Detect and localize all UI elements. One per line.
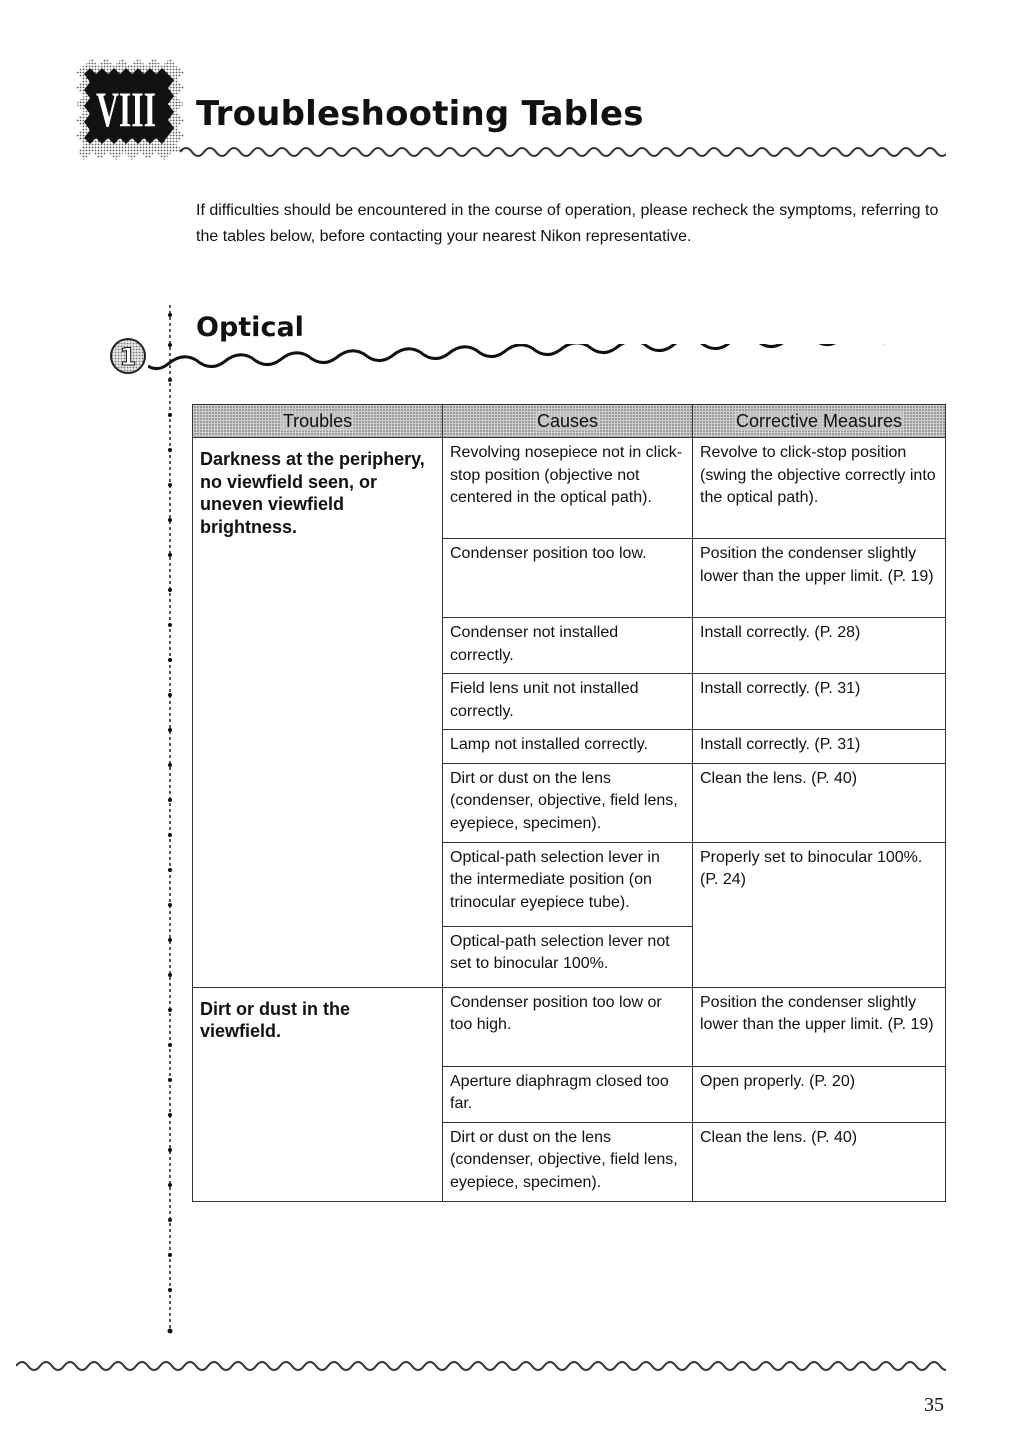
- section-number: 1: [119, 343, 137, 371]
- header-causes: Causes: [443, 405, 693, 438]
- dotted-margin-rule: [160, 305, 180, 1337]
- chapter-title: Troubleshooting Tables: [196, 94, 644, 134]
- header-troubles: Troubles: [193, 405, 443, 438]
- measure-cell: Clean the lens. (P. 40): [693, 763, 946, 842]
- trouble-cell: Dirt or dust in the viewfield.: [193, 987, 443, 1201]
- cause-cell: Aperture diaphragm closed too far.: [443, 1066, 693, 1122]
- trouble-cell: Darkness at the periphery, no viewfield seen, or uneven viewfield brightness.: [193, 438, 443, 988]
- cause-cell: Dirt or dust on the lens (condenser, objective, field lens, eyepiece, specimen).: [443, 1122, 693, 1201]
- intro-paragraph: If difficulties should be encountered in the course of operation, please recheck the symptoms, referring to the tables below, before contacting your nearest Nikon representative.: [196, 202, 939, 245]
- bottom-wavy-rule: [16, 1356, 946, 1376]
- measure-cell: Position the condenser slightly lower than the upper limit. (P. 19): [693, 539, 946, 618]
- cause-cell: Optical-path selection lever not set to binocular 100%.: [443, 926, 693, 987]
- cause-cell: Condenser not installed correctly.: [443, 618, 693, 674]
- title-wavy-underline: [180, 140, 946, 160]
- chapter-numeral: VIII: [96, 81, 156, 137]
- chapter-badge: [76, 56, 186, 161]
- header-corrective-measures: Corrective Measures: [693, 405, 946, 438]
- cause-cell: Condenser position too low.: [443, 539, 693, 618]
- cause-cell: Field lens unit not installed correctly.: [443, 674, 693, 730]
- table-row: [193, 438, 946, 539]
- page-number: 35: [924, 1394, 944, 1416]
- cause-cell: Optical-path selection lever in the intermediate position (on trinocular eyepiece tube).: [443, 842, 693, 926]
- measure-cell: Clean the lens. (P. 40): [693, 1122, 946, 1201]
- cause-cell: Dirt or dust on the lens (condenser, objective, field lens, eyepiece, specimen).: [443, 763, 693, 842]
- measure-cell: Properly set to binocular 100%. (P. 24): [693, 842, 946, 987]
- measure-cell: Install correctly. (P. 31): [693, 674, 946, 730]
- troubleshooting-table: [192, 404, 946, 1202]
- cause-cell: Condenser position too low or too high.: [443, 987, 693, 1066]
- table-row: [193, 987, 946, 1066]
- measure-cell: Position the condenser slightly lower than the upper limit. (P. 19): [693, 987, 946, 1066]
- section-title: Optical: [196, 312, 304, 343]
- section-wavy-underline: [148, 344, 940, 374]
- measure-cell: Open properly. (P. 20): [693, 1066, 946, 1122]
- measure-cell: Revolve to click-stop position (swing the objective correctly into the optical path).: [693, 438, 946, 539]
- table-header-row: [193, 405, 946, 438]
- cause-cell: Lamp not installed correctly.: [443, 730, 693, 764]
- section-number-badge: [108, 336, 148, 376]
- cause-cell: Revolving nosepiece not in click-stop position (objective not centered in the optical path).: [443, 438, 693, 539]
- measure-cell: Install correctly. (P. 31): [693, 730, 946, 764]
- measure-cell: Install correctly. (P. 28): [693, 618, 946, 674]
